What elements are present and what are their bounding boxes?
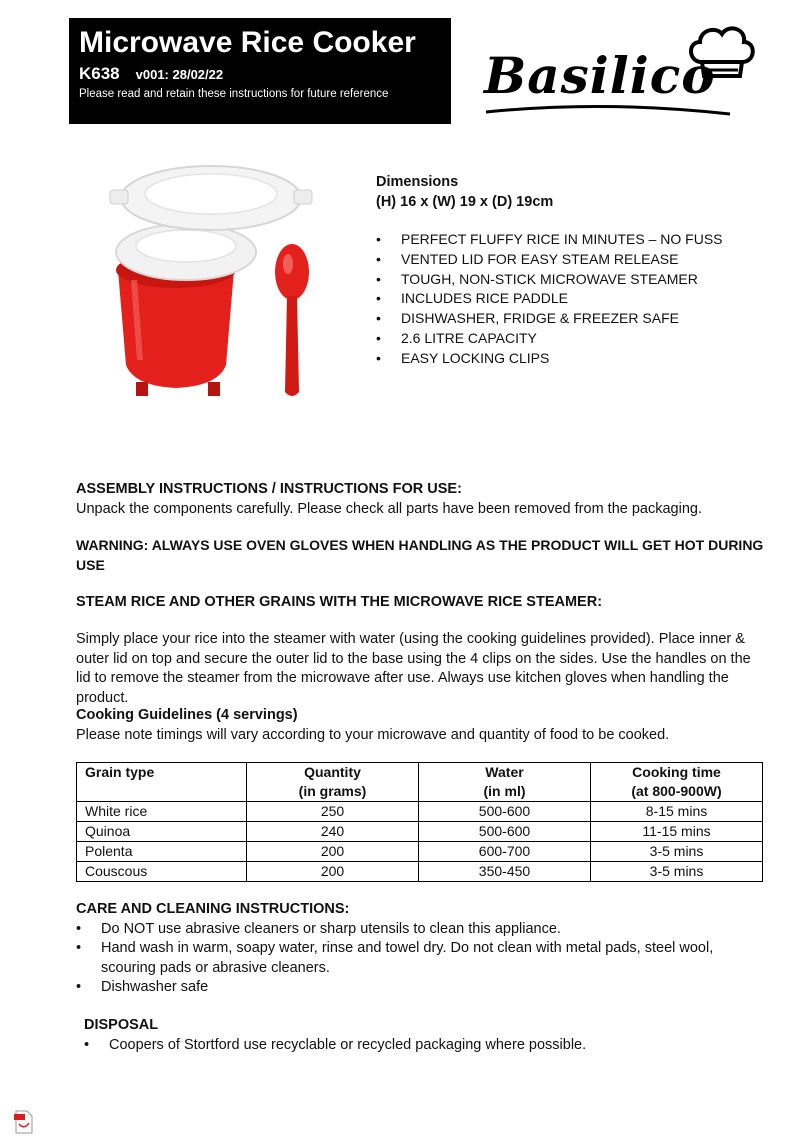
header-box: [69, 18, 451, 124]
feature-list: [376, 230, 776, 369]
steam-section: [76, 593, 766, 613]
table-cell: 500-600: [419, 802, 591, 822]
table-cell: 240: [247, 822, 419, 842]
cooking-guidelines-table: [76, 762, 763, 882]
brand-logo: [476, 18, 766, 128]
warning-text: WARNING: ALWAYS USE OVEN GLOVES WHEN HANDLING AS THE PRODUCT WILL GET HOT DURING USE: [76, 537, 764, 573]
version-label: v001: 28/02/22: [135, 67, 224, 82]
table-cell: 600-700: [419, 842, 591, 862]
product-image: [96, 160, 326, 405]
table-row: [77, 822, 763, 842]
feature-item: • INCLUDES RICE PADDLE: [376, 289, 776, 309]
disposal-heading: DISPOSAL: [84, 1017, 159, 1033]
disposal-section: [84, 1016, 774, 1055]
guidelines-note: Please note timings will vary according to your microwave and quantity of food to be cooked.: [76, 726, 670, 743]
table-cell: 200: [247, 842, 419, 862]
table-cell: Couscous: [77, 862, 247, 882]
table-cell: 350-450: [419, 862, 591, 882]
care-list: [76, 920, 766, 998]
feature-item: • PERFECT FLUFFY RICE IN MINUTES – NO FUSS: [376, 230, 776, 250]
table-row: [77, 842, 763, 862]
table-cell: 8-15 mins: [591, 802, 763, 822]
column-header: Quantity (in grams): [247, 763, 419, 802]
list-item: • Coopers of Stortford use recyclable or recycled packaging where possible.: [84, 1036, 774, 1056]
column-header: Water (in ml): [419, 763, 591, 802]
guidelines-heading: Cooking Guidelines (4 servings): [76, 707, 298, 723]
table-cell: 500-600: [419, 822, 591, 842]
table-cell: Quinoa: [77, 822, 247, 842]
list-item: • Do NOT use abrasive cleaners or sharp utensils to clean this appliance.: [76, 920, 766, 940]
assembly-text: Unpack the components carefully. Please check all parts have been removed from the packaging.: [76, 500, 702, 517]
feature-item: • DISHWASHER, FRIDGE & FREEZER SAFE: [376, 309, 776, 329]
assembly-section: [76, 480, 766, 519]
table-row: [77, 862, 763, 882]
table-cell: 3-5 mins: [591, 862, 763, 882]
retain-note: Please read and retain these instructions for future reference: [79, 88, 389, 100]
guidelines-section: [76, 706, 766, 745]
feature-item: • TOUGH, NON-STICK MICROWAVE STEAMER: [376, 270, 776, 290]
dimensions-title: Dimensions: [376, 174, 459, 190]
list-item: • Hand wash in warm, soapy water, rinse and towel dry. Do not clean with metal pads, steel wool, scouring pads or abrasive cleaners.: [76, 939, 766, 978]
steam-text: Simply place your rice into the steamer with water (using the cooking guidelines provided). Place inner & outer lid on top and secure the outer lid to the base using the 4 clips on the sides. Use the handles on the lid to remove the steamer from the microwave after use. Always use kitchen gloves when handling the product.: [76, 631, 751, 706]
table-header-row: [77, 763, 763, 802]
list-item: • Dishwasher safe: [76, 978, 766, 998]
table-row: [77, 802, 763, 822]
feature-item: • VENTED LID FOR EASY STEAM RELEASE: [376, 250, 776, 270]
table-cell: 3-5 mins: [591, 842, 763, 862]
product-code: K638: [79, 64, 120, 83]
warning-section: [76, 536, 776, 575]
column-header: Cooking time (at 800-900W): [591, 763, 763, 802]
logo-underline: [484, 102, 734, 122]
dimensions-value: (H) 16 x (W) 19 x (D) 19cm: [376, 194, 554, 210]
code-line: [79, 64, 441, 84]
table-cell: White rice: [77, 802, 247, 822]
care-heading: CARE AND CLEANING INSTRUCTIONS:: [76, 901, 350, 917]
care-section: [76, 900, 766, 998]
feature-item: • 2.6 LITRE CAPACITY: [376, 329, 776, 349]
specs-panel: [376, 172, 776, 369]
feature-item: • EASY LOCKING CLIPS: [376, 349, 776, 369]
steam-body: [76, 630, 768, 708]
table-cell: 250: [247, 802, 419, 822]
document-title: Microwave Rice Cooker: [79, 26, 416, 59]
assembly-heading: ASSEMBLY INSTRUCTIONS / INSTRUCTIONS FOR USE:: [76, 481, 462, 497]
column-header: Grain type: [77, 763, 247, 802]
brand-name: Basilico: [484, 46, 716, 105]
table-cell: 11-15 mins: [591, 822, 763, 842]
pdf-icon[interactable]: [14, 1110, 34, 1134]
disposal-list: [84, 1036, 774, 1056]
steam-heading: STEAM RICE AND OTHER GRAINS WITH THE MICROWAVE RICE STEAMER:: [76, 594, 603, 610]
table-cell: 200: [247, 862, 419, 882]
table-cell: Polenta: [77, 842, 247, 862]
